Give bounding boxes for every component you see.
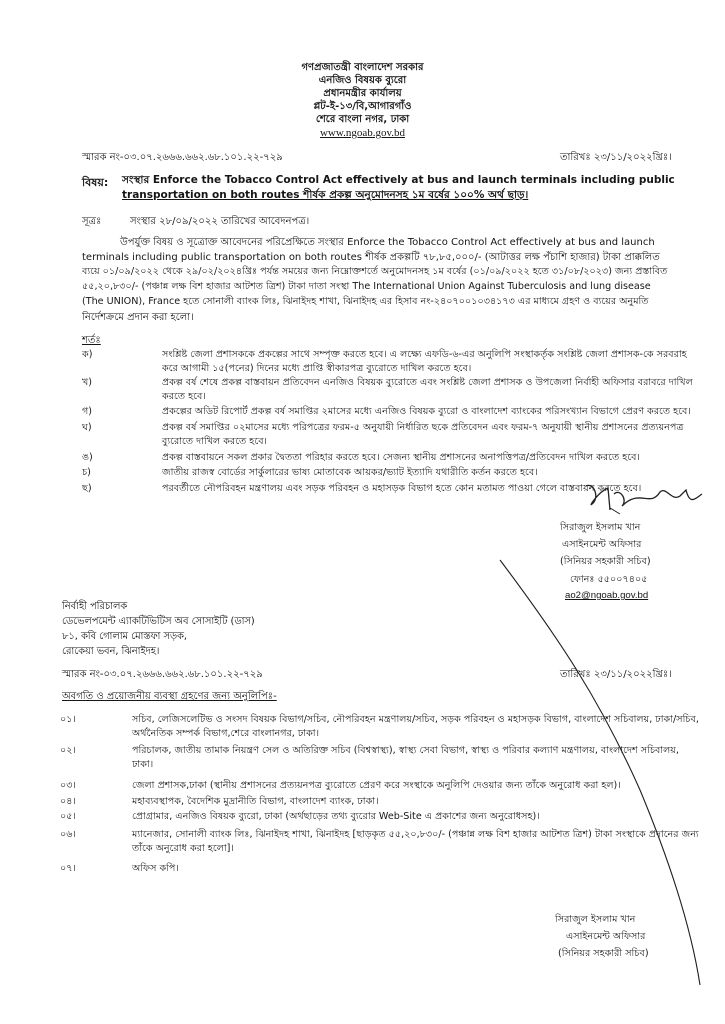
cc-item — [60, 810, 710, 824]
body-line-2: terminals including public transportation on both routes শীর্ষক প্রকল্পটি ৭৮,৮৫,০০০/- (আটাত্তর লক্ষ পঁচাশি হাজার) টাকা প্রাক্কলিত — [82, 252, 660, 263]
cc-item — [60, 862, 710, 876]
condition-key: খ) — [82, 377, 93, 388]
subject-label: বিষয়: — [82, 176, 109, 189]
reference-label: সূত্রঃ — [82, 216, 102, 227]
bureau-name: এনজিও বিষয়ক ব্যুরো — [318, 75, 407, 86]
condition-item — [82, 348, 694, 375]
condition-key: চ) — [82, 467, 91, 478]
cc-text: পরিচালক, জাতীয় তামাক নিয়ন্ত্রণ সেল ও অতিরিক্ত সচিব (বিশ্বস্বাস্থ্য), স্বাস্থ্য সেবা বিভাগ, স্বাস্থ্য ও পরিবার কল্যাণ মন্ত্রণালয়, বাংলাদেশ সচিবালয়, ঢাকা। — [132, 745, 679, 770]
condition-item — [82, 405, 694, 419]
subject-line-2: transportation on both routes শীর্ষক প্রকল্প অনুমোদনসহ ১ম বর্ষের ১০০% অর্থ ছাড়। — [122, 189, 529, 201]
condition-item — [82, 376, 694, 403]
address-line-2: শেরে বাংলা নগর, ঢাকা — [315, 114, 410, 125]
condition-key: ঙ) — [82, 452, 93, 463]
condition-text: সংশ্লিষ্ট জেলা প্রশাসককে প্রকল্পের সাথে সম্পৃক্ত করতে হবে। এ লক্ষ্যে এফডি-৬-এর অনুলিপি সংস্থাকর্তৃক সংশ্লিষ্ট জেলা প্রশাসক-কে সরবরাহ করে আগামী ১৫(পনের) দিনের মধ্যে প্রাপ্তি স্বীকারপত্র ব্যুরোতে দাখিল করতে হবে। — [162, 349, 687, 374]
memo2-number: স্মারক নং-০৩.০৭.২৬৬৬.৬৬২.৬৮.১০১.২২-৭২৯ — [62, 669, 263, 680]
signatory2-rank: (সিনিয়র সহকারী সচিব) — [558, 948, 649, 959]
condition-text: প্রকল্প বাস্তবায়নে সকল প্রকার দ্বৈততা পরিহার করতে হবে। সেজন্য স্থানীয় প্রশাসনের অনাপত্তিপত্র/প্রতিবেদন দাখিল করতে হবে। — [162, 452, 640, 463]
condition-key: গ) — [82, 406, 93, 417]
cc-key: ০৭। — [60, 863, 76, 874]
condition-item — [82, 421, 694, 448]
signatory-phone: ফোনঃ ৫৫০০৭৪০৫ — [570, 574, 648, 585]
subject-line-1: সংস্থার Enforce the Tobacco Control Act effectively at bus and launch terminals including public — [122, 174, 675, 186]
website-link[interactable]: www.ngoab.gov.bd — [319, 127, 406, 139]
condition-key: ছ) — [82, 483, 92, 494]
signatory-designation: এসাইনমেন্ট অফিসার — [562, 539, 642, 550]
body-line-3: ব্যয়ে ০১/০৯/২০২২ থেকে ২৯/০২/২০২৪খ্রিঃ পর্যন্ত সময়ের জন্য নিম্নোক্তশর্তে অনুমোদনসহ ১ম বর্ষের (০১/০৯/২০২২ হতে ৩১/০৮/২০২৩) জন্য প্রস্তাবিত — [82, 266, 668, 277]
cc-text: সচিব, লেজিসলেটিভ ও সংসদ বিষয়ক বিভাগ/সচিব, নৌপরিবহন মন্ত্রণালয়/সচিব, সড়ক পরিবহন ও মহাসড়ক বিভাগ, বাংলাদেশ সচিবালয়, ঢাকা/সচিব, অর্থনৈতিক সম্পর্ক বিভাগ,শেরে বাংলানগর, ঢাকা। — [132, 714, 699, 739]
condition-text: প্রকল্প বর্ষ সমাপ্তির ০২মাসের মধ্যে পরিপত্রের ফরম-৫ অনুযায়ী নির্ধারিত ছকে প্রতিবেদন এবং ফরম-৭ অনুযায়ী স্থানীয় প্রশাসনের প্রত্যয়নপত্র ব্যুরোতে দাখিল করতে হবে। — [162, 422, 684, 447]
body-line-6: নির্দেশক্রমে প্রদান করা হলো। — [82, 312, 194, 323]
condition-text: প্রকল্প বর্ষ শেষে প্রকল্প বাস্তবায়ন প্রতিবেদন এনজিও বিষয়ক ব্যুরোতে এবং সংশ্লিষ্ট জেলা প্রশাসক ও উপজেলা নির্বাহী অফিসার বরাবরে দাখিল করতে হবে। — [162, 377, 693, 402]
condition-key: ঘ) — [82, 422, 92, 433]
recipient-address-1: ৮১, কবি গোলাম মোস্তফা সড়ক, — [62, 631, 187, 642]
cc-text: প্রোগ্রামার, এনজিও বিষয়ক ব্যুরো, ঢাকা (অর্থছাড়ের তথ্য ব্যুরোর Web-Site এ প্রকাশের জন্য অনুরোধসহ)। — [132, 811, 540, 822]
reference-text: সংস্থার ২৮/০৯/২০২২ তারিখের আবেদনপত্র। — [130, 216, 310, 227]
body-line-5: (The UNION), France হতে সোনালী ব্যাংক লিঃ, ঝিনাইদহ শাখা, ঝিনাইদহ এর হিসাব নং-২৪০৭০০১০৩৪১৭৩ এর মাধ্যমে গ্রহণ ও ব্যয়ের অনুমতি — [82, 296, 649, 307]
cc-text: মহাব্যবস্থাপক, বৈদেশিক মুদ্রানীতি বিভাগ, বাংলাদেশ ব্যাংক, ঢাকা। — [132, 796, 379, 807]
cc-item — [60, 744, 710, 771]
cc-text: ম্যানেজার, সোনালী ব্যাংক লিঃ, ঝিনাইদহ শাখা, ঝিনাইদহ [ছাড়কৃত ৫৫,২০,৮৩০/- (পঞ্চান্ন লক্ষ বিশ হাজার আটশত ত্রিশ) টাকা সংস্থাকে প্রদানের জন্য তাঁকে অনুরোধ করা হলো]। — [132, 829, 699, 854]
cc-key: ০৫। — [60, 811, 76, 822]
cc-text: অফিস কপি। — [132, 863, 179, 874]
memo-number: স্মারক নং-০৩.০৭.২৬৬৬.৬৬২.৬৮.১০১.২২-৭২৯ — [82, 152, 283, 163]
conditions-label: শর্তঃ — [82, 335, 101, 346]
body-line-1: উপর্যুক্ত বিষয় ও সূত্রোক্ত আবেদনের পরিপ্রেক্ষিতে সংস্থার Enforce the Tobacco Control Act effectively at bus and launch — [120, 237, 655, 248]
cc-key: ০৩। — [60, 780, 76, 791]
condition-text: প্রকল্পের অডিট রিপোর্ট প্রকল্প বর্ষ সমাপ্তির ২মাসের মধ্যে এনজিও বিষয়ক ব্যুরো ও বাংলাদেশ ব্যাংকের পরিসংখ্যান বিভাগে প্রেরণ করতে হবে। — [162, 406, 691, 417]
cc-item — [60, 795, 710, 809]
cc-text: জেলা প্রশাসক,ঢাকা (স্থানীয় প্রশাসনের প্রত্যয়নপত্র ব্যুরোতে প্রেরণ করে সংস্থাকে অনুলিপি দেওয়ার জন্য তাঁকে অনুরোধ করা হল)। — [132, 780, 621, 791]
address-line-1: প্লট-ই-১৩/বি,আগারগাঁও — [313, 101, 412, 112]
signatory2-designation: এসাইনমেন্ট অফিসার — [566, 931, 646, 942]
cc-key: ০২। — [60, 745, 76, 756]
condition-key: ক) — [82, 349, 93, 360]
cc-item — [60, 713, 710, 740]
body-line-4: ৫৫,২০,৮৩০/- (পঞ্চান্ন লক্ষ বিশ হাজার আটশত ত্রিশ) টাকা দাতা সংস্থা The International Union Against Tuberculosis and lung disease — [82, 281, 651, 292]
cc-key: ০৪। — [60, 796, 76, 807]
recipient-title: নির্বাহী পরিচালক — [62, 601, 128, 612]
signatory-email-link[interactable]: ao2@ngoab.gov.bd — [565, 590, 649, 601]
govt-name: গণপ্রজাতন্ত্রী বাংলাদেশ সরকার — [301, 62, 424, 73]
cc-title: অবগতি ও প্রয়োজনীয় ব্যবস্থা গ্রহণের জন্য অনুলিপিঃ- — [62, 691, 277, 702]
memo2-date: তারিখঃ ২৩/১১/২০২২খ্রিঃ। — [560, 669, 672, 680]
cc-item — [60, 779, 710, 793]
handwritten-signature — [580, 478, 710, 518]
recipient-address-2: রোকেয়া ভবন, ঝিনাইদহ। — [62, 646, 160, 657]
condition-item — [82, 451, 694, 465]
signatory-rank: (সিনিয়র সহকারী সচিব) — [560, 556, 651, 567]
memo-date: তারিখঃ ২৩/১১/২০২২খ্রিঃ। — [560, 152, 672, 163]
signatory2-name: সিরাজুল ইসলাম খান — [555, 914, 636, 925]
office-name: প্রধানমন্ত্রীর কার্যালয় — [323, 88, 402, 99]
signatory-name: সিরাজুল ইসলাম খান — [560, 522, 641, 533]
cc-key: ০৬। — [60, 829, 76, 840]
condition-text: পরবর্তীতে নৌপরিবহন মন্ত্রণালয় এবং সড়ক পরিবহন ও মহাসড়ক বিভাগ হতে কোন মতামত পাওয়া গেলে বাস্তবায়ন করতে হবে। — [162, 483, 642, 494]
cc-key: ০১। — [60, 714, 76, 725]
recipient-org: ডেভেলপমেন্ট এ্যাকটিভিটিস অব সোসাইটি (ডাস) — [62, 616, 255, 627]
condition-text: জাতীয় রাজস্ব বোর্ডের সার্কুলারের ভাষ্য মোতাবেক আয়কর/ভ্যাট ইত্যাদি যথারীতি কর্তন করতে হবে। — [162, 467, 538, 478]
cc-item — [60, 828, 710, 855]
